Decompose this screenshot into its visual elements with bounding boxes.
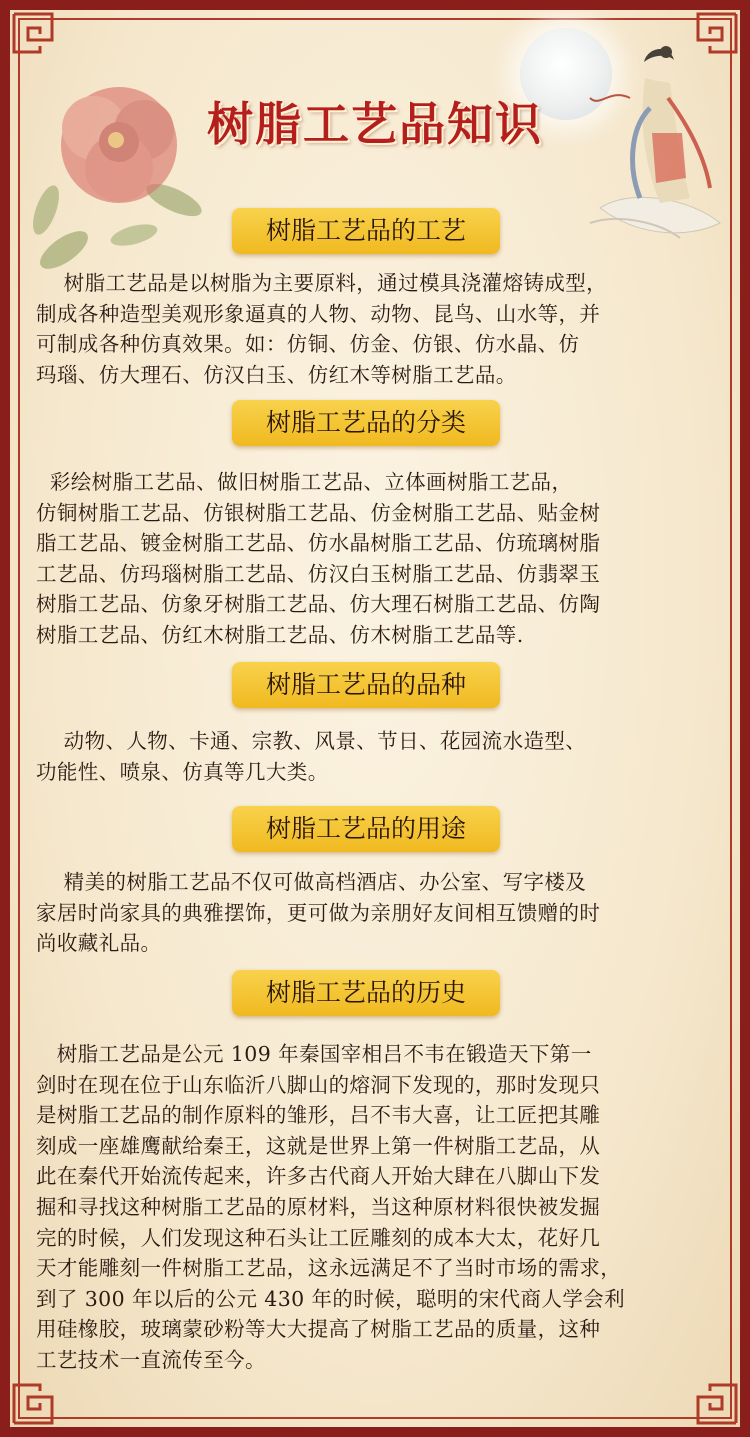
peony-flower-icon: [24, 50, 214, 290]
paper-background: [10, 10, 740, 1427]
section-heading-classification: 树脂工艺品的分类: [232, 400, 500, 446]
page-title: 树脂工艺品知识: [207, 97, 543, 151]
fret-corner-icon: [692, 1379, 738, 1425]
section-text-history: 树脂工艺品是公元 109 年秦国宰相吕不韦在锻造天下第一 剑时在现在位于山东临沂八脚山的熔洞下发现的，那时发现只 是树脂工艺品的制作原料的雏形，吕不韦大喜，让工匠把其雕 刻成一座雄鹰献给秦王，这就是世界上第一件树脂工艺品，从 此在秦代开始流传起来，许多古代商人开始大肆在八脚山下发 掘和寻找这种树脂工艺品的原材料，当这种原材料很快被发掘 完的时候，人们发现这种石头让工匠雕刻的成本大太，花好几 天才能雕刻一件树脂工艺品，这永远满足不了当时市场的需求， 到了 300 年以后的公元 430 年的时候，聪明的宋代商人学会利 用硅橡胶，玻璃蒙砂粉等大大提高了树脂工艺品的质量，这种 工艺技术一直流传至今。: [36, 1042, 626, 1372]
section-heading-uses: 树脂工艺品的用途: [232, 806, 500, 852]
section-text-craft: 树脂工艺品是以树脂为主要原料，通过模具浇灌熔铸成型， 制成各种造型美观形象逼真的人物、动物、昆鸟、山水等，并 可制成各种仿真效果。如：仿铜、仿金、仿银、仿水晶、仿 玛瑙、仿大理石、仿汉白玉、仿红木等树脂工艺品。: [36, 271, 608, 387]
section-text-classification: 彩绘树脂工艺品、做旧树脂工艺品、立体画树脂工艺品， 仿铜树脂工艺品、仿银树脂工艺品、仿金树脂工艺品、贴金树 脂工艺品、镀金树脂工艺品、仿水晶树脂工艺品、仿琉璃树脂 工艺品、仿玛瑙树脂工艺品、仿汉白玉树脂工艺品、仿翡翠玉 树脂工艺品、仿象牙树脂工艺品、仿大理石树脂工艺品、仿陶 树脂工艺品、仿红木树脂工艺品、仿木树脂工艺品等.: [36, 470, 601, 647]
section-heading-varieties: 树脂工艺品的品种: [232, 662, 500, 708]
section-text-varieties: 动物、人物、卡通、宗教、风景、节日、花园流水造型、 功能性、喷泉、仿真等几大类。: [36, 729, 587, 784]
section-heading-history: 树脂工艺品的历史: [232, 970, 500, 1016]
fret-corner-icon: [12, 1379, 58, 1425]
section-text-uses: 精美的树脂工艺品不仅可做高档酒店、办公室、写字楼及 家居时尚家具的典雅摆饰，更可做为亲朋好友间相互馈赠的时 尚收藏礼品。: [36, 870, 601, 956]
section-heading-craft: 树脂工艺品的工艺: [232, 208, 500, 254]
